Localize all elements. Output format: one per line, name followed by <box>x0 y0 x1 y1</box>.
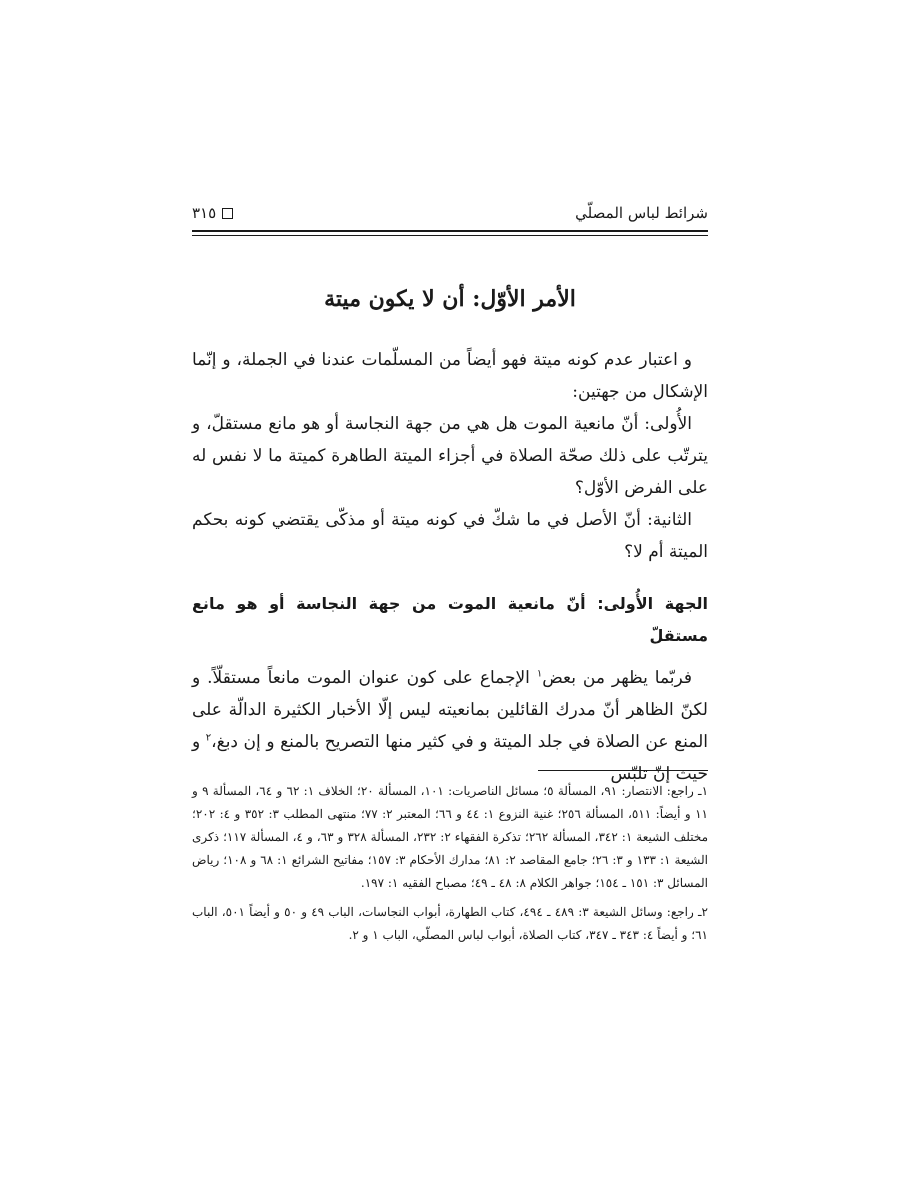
footnote-separator <box>538 770 708 771</box>
footnote-2: ٢ـ راجع: وسائل الشيعة ٣: ٤٨٩ ـ ٤٩٤، كتاب الطهارة، أبواب النجاسات، الباب ٤٩ و ٥٠ و أيضاً ٥٠١، الباب ٦١؛ و أيضاً ٤: ٣٤٣ ـ ٣٤٧، كتاب الصلاة، أبواب لباس المصلّي، الباب ١ و ٢. <box>192 905 708 942</box>
header-rule-thin <box>192 235 708 236</box>
footnote-ref-1[interactable]: ١ <box>536 668 543 680</box>
header-rule-thick <box>192 230 708 232</box>
paragraph-second-aspect: الثانية: أنّ الأصل في ما شكّ في كونه ميتة أو مذكّى يقتضي كونه بحكم الميتة أم لا؟ <box>192 510 708 562</box>
square-ornament-icon <box>222 208 233 219</box>
section-title: الأمر الأوّل: أن لا يكون ميتة <box>324 286 576 312</box>
body-text <box>192 344 708 790</box>
page-number: ٣١٥ <box>192 204 217 222</box>
page-number-group <box>192 204 233 222</box>
running-title: شرائط لباس المصلّي <box>575 204 708 222</box>
paragraph-discussion-part1: فربّما يظهر من بعض <box>542 668 693 688</box>
page-header <box>192 196 708 230</box>
paragraph-discussion-part2: الإجماع على كون عنوان الموت مانعاً مستقلّاً. و لكنّ الظاهر أنّ مدرك القائلين بمانعيته ليس إلّا الأخبار الكثيرة الدالّة على المنع عن الصلاة في جلد الميتة و في كثير منها التصريح بالمنع و إن دبغ، <box>192 668 708 752</box>
paragraph-discussion-part3: و حيث إنّ تلبّس <box>192 732 708 784</box>
footnote-ref-2[interactable]: ٢ <box>205 732 212 744</box>
footnotes <box>192 780 708 947</box>
paragraph-first-aspect: الأُولى: أنّ مانعية الموت هل هي من جهة النجاسة أو هو مانع مستقلّ، و يترتّب على ذلك صحّة الصلاة في أجزاء الميتة الطاهرة كميتة ما لا نفس له على الفرض الأوّل؟ <box>192 414 708 498</box>
paragraph-intro: و اعتبار عدم كونه ميتة فهو أيضاً من المسلّمات عندنا في الجملة، و إنّما الإشكال من جهتين: <box>192 350 708 402</box>
subheading: الجهة الأُولى: أنّ مانعية الموت من جهة النجاسة أو هو مانع مستقلّ <box>192 594 708 645</box>
footnote-1: ١ـ راجع: الانتصار: ٩١، المسألة ٥؛ مسائل الناصريات: ١٠١، المسألة ٢٠؛ الخلاف ١: ٦٢ و ٦٤، المسألة ٩ و ١١ و أيضاً: ٥١١، المسألة ٢٥٦؛ غنية النزوع ١: ٤٤ و ٦٦؛ المعتبر ٢: ٧٧؛ منتهى المطلب ٣: ٣٥٢ و ٤: ٢٠٢؛ مختلف الشيعة ١: ٣٤٢، المسألة ٢٦٢؛ تذكرة الفقهاء ٢: ٢٣٢، المسألة ٣٢٨ و ٦٣، و ٤، المسألة ١١٧؛ ذكرى الشيعة ١: ١٣٣ و ٣: ٢٦؛ جامع المقاصد ٢: ٨١؛ مدارك الأحكام ٣: ١٥٧؛ مفاتيح الشرائع ١: ٦٨ و ١٠٨؛ رياض المسائل ٣: ١٥١ ـ ١٥٤؛ جواهر الكلام ٨: ٤٨ ـ ٤٩؛ مصباح الفقيه ١: ١٩٧. <box>192 784 709 890</box>
